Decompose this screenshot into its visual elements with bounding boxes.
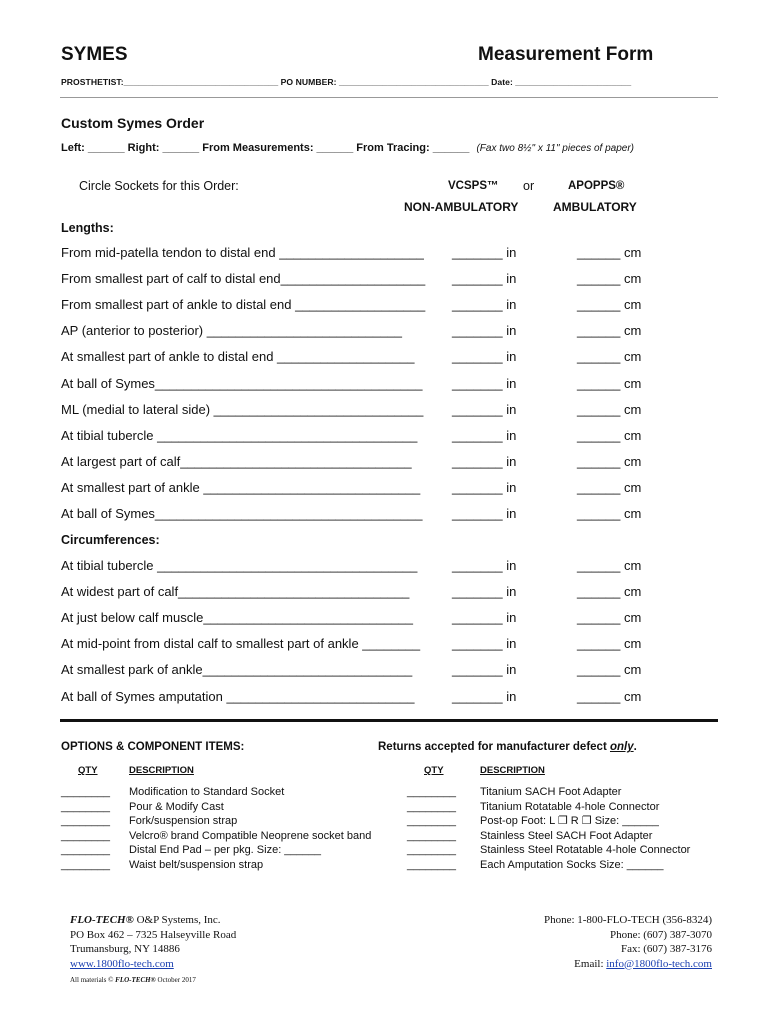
option-qty-field[interactable]: ________ — [407, 844, 456, 857]
option-description: Titanium Rotatable 4-hole Connector — [480, 800, 660, 813]
option-description: Modification to Standard Socket — [129, 786, 285, 798]
option-description: Fork/suspension strap — [129, 815, 238, 828]
option-qty-field[interactable]: ________ — [61, 800, 110, 813]
returns-end: . — [633, 741, 637, 753]
option-qty-field[interactable]: ________ — [61, 844, 110, 857]
lengths-row-centimeters[interactable]: ______ cm — [577, 271, 642, 287]
lengths-row-label[interactable]: At largest part of calf________________________________ — [61, 453, 412, 469]
lengths-row-centimeters[interactable]: ______ cm — [577, 297, 642, 313]
circle-sockets-label: Circle Sockets for this Order: — [79, 179, 239, 193]
lengths-row-centimeters[interactable]: ______ cm — [577, 323, 642, 339]
option-qty-field[interactable]: ________ — [61, 829, 110, 842]
prosthetist-line[interactable]: PROSTHETIST:________________________________ PO NUMBER: _______________________________ Date: ________________________ — [61, 77, 632, 87]
company-block — [70, 913, 236, 988]
copyright — [70, 973, 236, 988]
option-qty-field[interactable]: ________ — [407, 786, 456, 798]
circumferences-row-inches[interactable]: _______ in — [452, 610, 517, 626]
fax: Fax: (607) 387-3176 — [620, 943, 712, 955]
lengths-row-label[interactable]: At smallest part of ankle ______________________________ — [61, 479, 421, 495]
company-rest: O&P Systems, Inc. — [133, 914, 221, 926]
copyright-prefix: All materials © — [70, 976, 116, 984]
circumferences-row-label[interactable]: At mid-point from distal calf to smallest part of ankle ________ — [61, 636, 421, 652]
lengths-row-centimeters[interactable]: ______ cm — [577, 245, 642, 260]
right-desc-header: DESCRIPTION — [480, 765, 545, 776]
option-qty-field[interactable]: ________ — [407, 829, 456, 842]
section-divider — [60, 719, 718, 722]
copyright-brand: FLO-TECH® — [115, 976, 156, 984]
form-title: Measurement Form — [478, 44, 654, 65]
circumferences-row-label[interactable]: At smallest park of ankle_____________________________ — [61, 662, 413, 678]
lengths-row-inches[interactable]: _______ in — [452, 349, 517, 365]
phone: Phone: (607) 387-3070 — [609, 928, 712, 941]
circumferences-row-inches[interactable]: _______ in — [452, 662, 517, 678]
lengths-row-inches[interactable]: _______ in — [452, 375, 517, 391]
circumferences-row-inches[interactable]: _______ in — [452, 558, 517, 573]
circumferences-row-inches[interactable]: _______ in — [452, 688, 517, 704]
lengths-row-inches[interactable]: _______ in — [452, 297, 517, 313]
company-brand: FLO-TECH® — [70, 914, 134, 926]
circumferences-row-inches[interactable]: _______ in — [452, 584, 517, 600]
option-description: Titanium SACH Foot Adapter — [480, 786, 622, 798]
website-link[interactable]: www.1800flo-tech.com — [70, 957, 174, 970]
lengths-row-centimeters[interactable]: ______ cm — [577, 427, 642, 443]
lengths-row-inches[interactable]: _______ in — [452, 271, 517, 287]
lengths-row-inches[interactable]: _______ in — [452, 453, 517, 469]
lengths-row-inches[interactable]: _______ in — [452, 401, 517, 417]
order-options[interactable]: Left: ______ Right: ______ From Measurements: ______ From Tracing: ______ — [61, 142, 470, 154]
order-title: Custom Symes Order — [61, 115, 205, 131]
options-heading: OPTIONS & COMPONENT ITEMS: — [61, 741, 245, 753]
circumferences-heading: Circumferences: — [61, 533, 160, 547]
option-description: Pour & Modify Cast — [129, 800, 224, 813]
lengths-row-label[interactable]: From smallest part of ankle to distal end __________________ — [61, 297, 426, 313]
circumferences-row-centimeters[interactable]: ______ cm — [577, 558, 642, 573]
lengths-row-label[interactable]: From mid-patella tendon to distal end ____________________ — [61, 245, 424, 260]
lengths-row-centimeters[interactable]: ______ cm — [577, 479, 642, 495]
email-link[interactable]: info@1800flo-tech.com — [606, 957, 712, 970]
returns-text: Returns accepted for manufacturer defect — [378, 741, 610, 753]
lengths-row-centimeters[interactable]: ______ cm — [577, 349, 642, 365]
address-line-1: PO Box 462 – 7325 Halseyville Road — [70, 928, 237, 941]
vcsps-option[interactable]: VCSPS™ — [448, 180, 499, 192]
lengths-row-centimeters[interactable]: ______ cm — [577, 506, 642, 521]
circumferences-row-centimeters[interactable]: ______ cm — [577, 610, 642, 626]
circumferences-row-centimeters[interactable]: ______ cm — [577, 636, 642, 652]
option-qty-field[interactable]: ________ — [407, 859, 456, 871]
option-description: Each Amputation Socks Size: ______ — [480, 859, 664, 871]
toll-free-phone: Phone: 1-800-FLO-TECH (356-8324) — [543, 914, 712, 926]
lengths-row-centimeters[interactable]: ______ cm — [577, 453, 642, 469]
lengths-row-centimeters[interactable]: ______ cm — [577, 375, 642, 391]
lengths-row-inches[interactable]: _______ in — [452, 323, 517, 339]
left-desc-header: DESCRIPTION — [129, 765, 194, 776]
option-qty-field[interactable]: ________ — [407, 815, 456, 828]
lengths-row-label[interactable]: From smallest part of calf to distal end____________________ — [61, 271, 426, 287]
contact-block — [544, 913, 712, 971]
fax-note: (Fax two 8½" x 11" pieces of paper) — [476, 143, 635, 154]
circumferences-row-label[interactable]: At just below calf muscle_____________________________ — [61, 610, 414, 626]
option-description: Stainless Steel Rotatable 4-hole Connector — [480, 844, 691, 857]
lengths-heading: Lengths: — [61, 221, 114, 235]
apopps-option[interactable]: APOPPS® — [568, 180, 625, 192]
lengths-row-centimeters[interactable]: ______ cm — [577, 401, 642, 417]
address-line-2: Trumansburg, NY 14886 — [70, 943, 180, 955]
non-ambulatory-label: NON-AMBULATORY — [404, 200, 519, 214]
circumferences-row-centimeters[interactable]: ______ cm — [577, 688, 642, 704]
order-line[interactable] — [61, 142, 634, 154]
option-description: Waist belt/suspension strap — [129, 859, 264, 871]
lengths-row-inches[interactable]: _______ in — [452, 245, 517, 260]
ambulatory-label: AMBULATORY — [553, 200, 637, 214]
lengths-row-inches[interactable]: _______ in — [452, 479, 517, 495]
or-text: or — [523, 179, 535, 193]
email-label: Email: — [574, 957, 607, 970]
lengths-row-label[interactable]: At ball of Symes_____________________________________ — [61, 506, 423, 521]
lengths-row-label[interactable]: At smallest part of ankle to distal end ___________________ — [61, 349, 415, 365]
lengths-row-label[interactable]: At tibial tubercle ____________________________________ — [61, 427, 418, 443]
lengths-row-inches[interactable]: _______ in — [452, 506, 517, 521]
lengths-row-inches[interactable]: _______ in — [452, 427, 517, 443]
option-qty-field[interactable]: ________ — [407, 800, 456, 813]
option-description: Stainless Steel SACH Foot Adapter — [480, 829, 653, 842]
option-qty-field[interactable]: ________ — [61, 859, 110, 871]
right-qty-header: QTY — [424, 765, 444, 776]
circumferences-row-label[interactable]: At ball of Symes amputation __________________________ — [61, 688, 415, 704]
circumferences-row-inches[interactable]: _______ in — [452, 636, 517, 652]
option-description: Velcro® brand Compatible Neoprene socket band — [129, 829, 372, 842]
copyright-suffix: October 2017 — [155, 976, 196, 984]
circumferences-row-centimeters[interactable]: ______ cm — [577, 662, 642, 678]
left-qty-header: QTY — [78, 765, 98, 776]
lengths-row-label[interactable]: AP (anterior to posterior) ___________________________ — [61, 323, 402, 339]
option-description: Post-op Foot: L ❐ R ❐ Size: ______ — [480, 815, 659, 828]
circumferences-row-label[interactable]: At tibial tubercle ____________________________________ — [61, 558, 418, 573]
circumferences-row-centimeters[interactable]: ______ cm — [577, 584, 642, 600]
form-name: SYMES — [61, 44, 128, 65]
company-name — [70, 913, 236, 928]
returns-only: only — [609, 741, 634, 753]
option-qty-field[interactable]: ________ — [61, 815, 110, 828]
lengths-row-label[interactable]: ML (medial to lateral side) _____________________________ — [61, 401, 424, 417]
option-qty-field[interactable]: ________ — [61, 786, 110, 798]
returns-note — [378, 741, 637, 753]
email-line — [544, 957, 712, 972]
circumferences-row-label[interactable]: At widest part of calf________________________________ — [61, 584, 410, 600]
option-description: Distal End Pad – per pkg. Size: ______ — [129, 844, 322, 857]
header-divider — [60, 97, 718, 98]
lengths-row-label[interactable]: At ball of Symes_____________________________________ — [61, 375, 423, 391]
